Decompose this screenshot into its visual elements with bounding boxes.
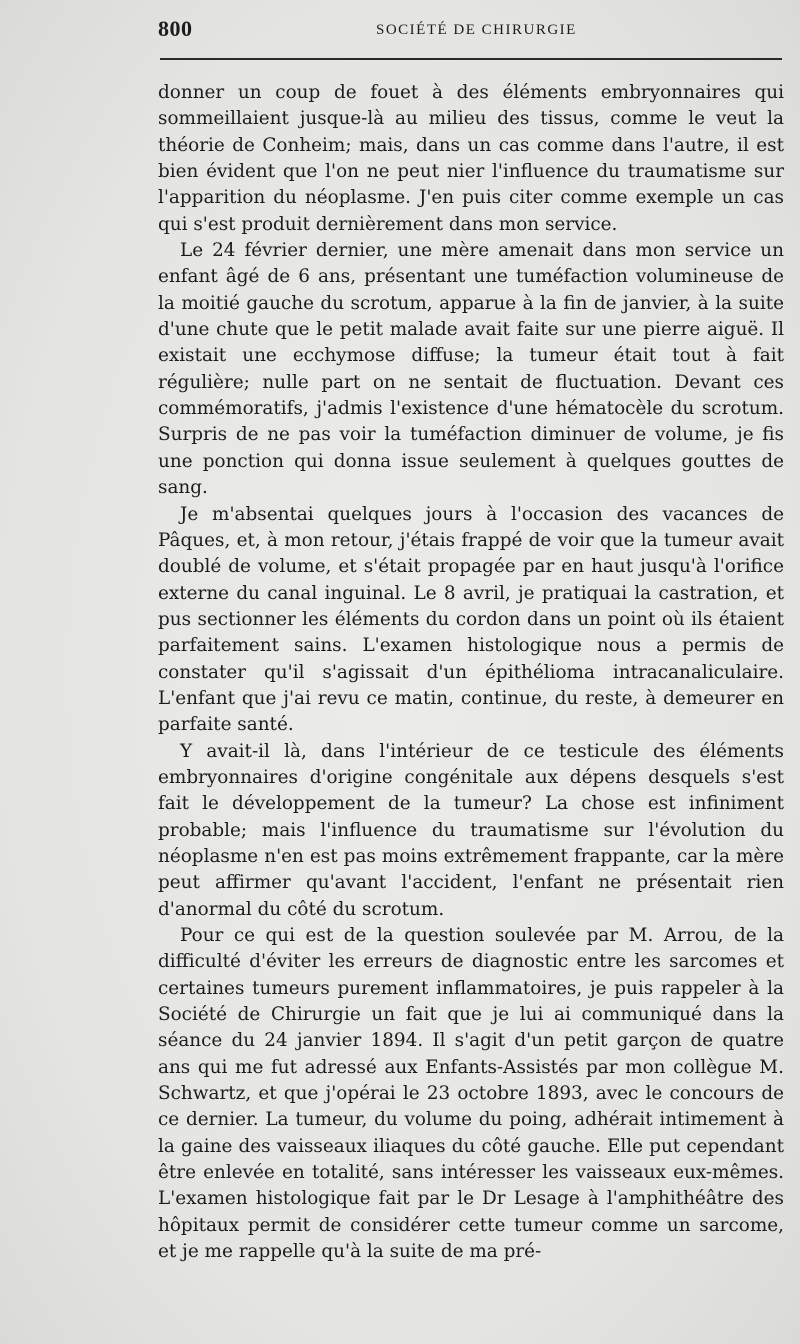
page-number: 800 [158, 16, 193, 41]
paragraph-4: Y avait-il là, dans l'intérieur de ce testicule des éléments embryonnaires d'origine congénitale aux dépens desquels s'est fait le développement de la tumeur? La chose est infiniment probable; mais l'influence du traumatisme sur l'évolution du néoplasme n'en est pas moins extrêmement frappante, car la mère peut affirmer qu'avant l'accident, l'enfant ne présentait rien d'anormal du côté du scrotum. [158, 740, 784, 920]
paragraph-1: donner un coup de fouet à des éléments embryonnaires qui sommeillaient jusque-là au milieu des tissus, comme le veut la théorie de Conheim; mais, dans un cas comme dans l'autre, il est bien évident que l'on ne peut nier l'influence du traumatisme sur l'apparition du néoplasme. J'en puis citer comme exemple un cas qui s'est produit dernièrement dans mon service. [158, 82, 784, 235]
paragraph-2: Le 24 février dernier, une mère amenait dans mon service un enfant âgé de 6 ans, présentant une tuméfaction volumineuse de la moitié gauche du scrotum, apparue à la fin de janvier, à la suite d'une chute que le petit malade avait faite sur une pierre aiguë. Il existait une ecchymose diffuse; la tumeur était tout à fait régulière; nulle part on ne sentait de fluctuation. Devant ces commémoratifs, j'admis l'existence d'une hématocèle du scrotum. Surpris de ne pas voir la tuméfaction diminuer de volume, je fis une ponction qui donna issue seulement à quelques gouttes de sang. [158, 240, 784, 499]
running-head: SOCIÉTÉ DE CHIRURGIE [376, 22, 577, 38]
page-header [158, 16, 784, 46]
paragraph-5: Pour ce qui est de la question soulevée par M. Arrou, de la difficulté d'éviter les erreurs de diagnostic entre les sarcomes et certaines tumeurs purement inflammatoires, je puis rappeler à la Société de Chirurgie un fait que je lui ai communiqué dans la séance du 24 janvier 1894. Il s'agit d'un petit garçon de quatre ans qui me fut adressé aux Enfants-Assistés par mon collègue M. Schwartz, et que j'opérai le 23 octobre 1893, avec le concours de ce dernier. La tumeur, du volume du poing, adhérait intimement à la gaine des vaisseaux iliaques du côté gauche. Elle put cependant être enlevée en totalité, sans intéresser les vaisseaux eux-mêmes. L'examen histologique fait par le Dr Lesage à l'amphithéâtre des hôpitaux permit de considérer cette tumeur comme un sarcome, et je me rappelle qu'à la suite de ma pré- [158, 925, 784, 1263]
paragraph-3: Je m'absentai quelques jours à l'occasion des vacances de Pâques, et, à mon retour, j'étais frappé de voir que la tumeur avait doublé de volume, et s'était propagée par en haut jusqu'à l'orifice externe du canal inguinal. Le 8 avril, je pratiquai la castration, et pus sectionner les éléments du cordon dans un point où ils étaient parfaitement sains. L'examen histologique nous a permis de constater qu'il s'agissait d'un épithélioma intracanaliculaire. L'enfant que j'ai revu ce matin, continue, du reste, à demeurer en parfaite santé. [158, 503, 784, 736]
header-rule [160, 58, 782, 60]
body-text [158, 80, 784, 1265]
